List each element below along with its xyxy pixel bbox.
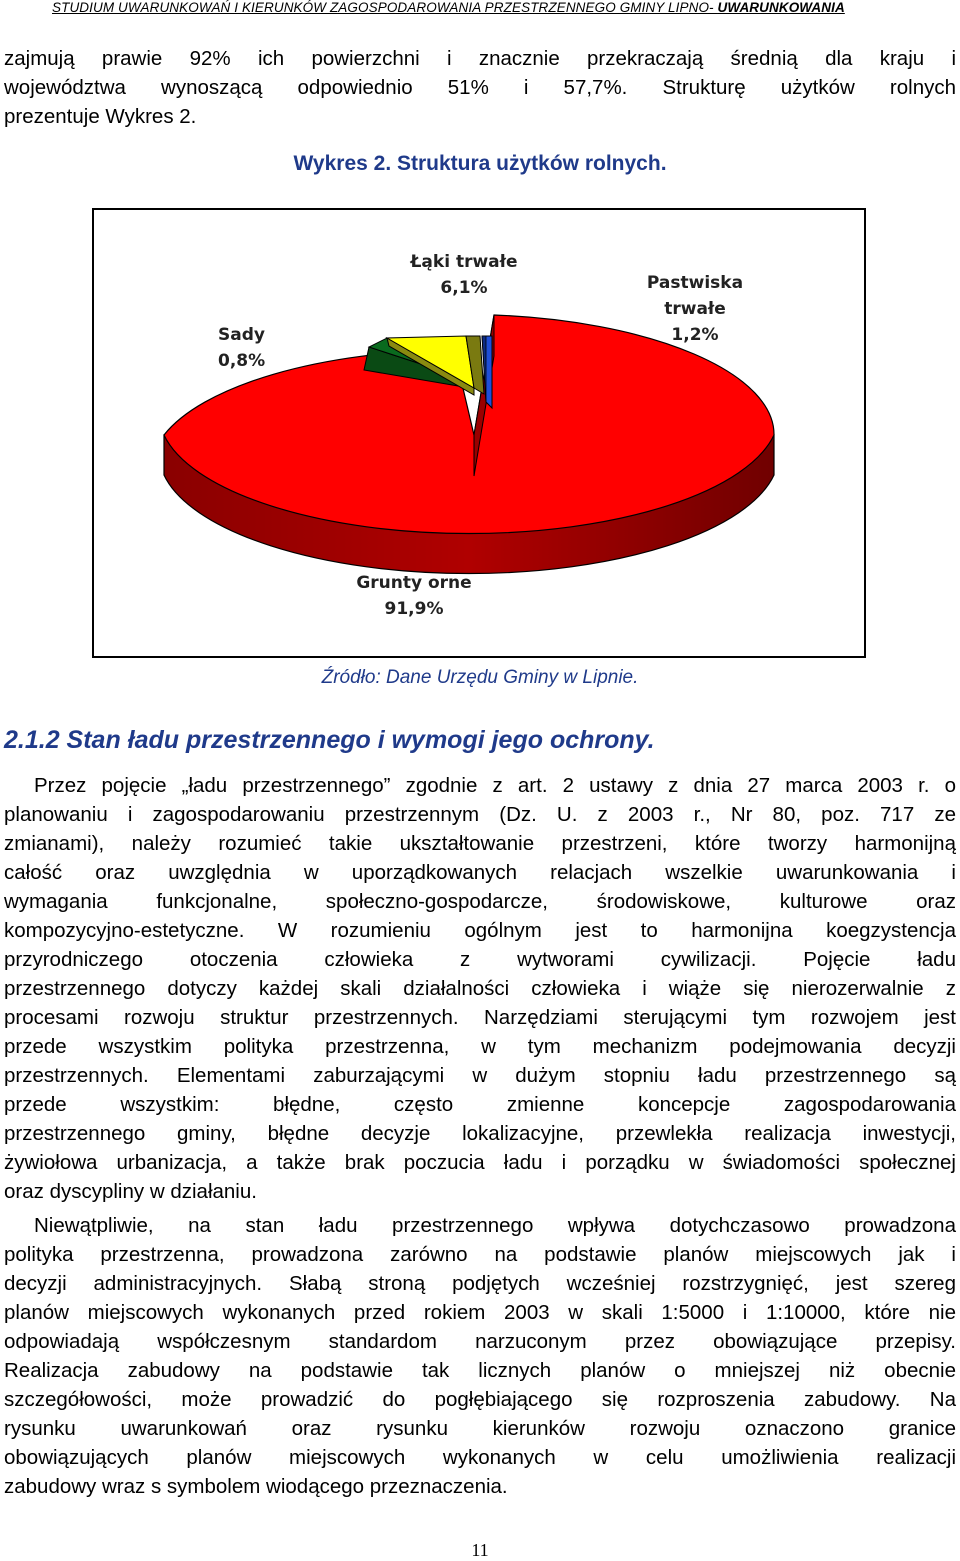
pie-chart-frame [92, 208, 866, 658]
paragraph-lad-przestrzenny [4, 771, 956, 1206]
text-line: całość oraz uwzględnia w uporządkowanych relacjach wszelkie uwarunkowania i [4, 861, 956, 884]
text-line: rysunku uwarunkowań oraz rysunku kierunków rozwoju oznaczono granice [4, 1417, 956, 1440]
label-laki-value: 6,1% [440, 278, 488, 298]
text-line: Przez pojęcie „ładu przestrzennego” zgodnie z art. 2 ustawy z dnia 27 marca 2003 r. o [34, 774, 956, 797]
label-laki-name: Łąki trwałe [410, 252, 518, 272]
text-line: szczegółowości, może prowadzić do pogłębiającego się rozproszenia zabudowy. Na [4, 1388, 956, 1411]
label-pastwiska-name: Pastwiska [646, 273, 744, 293]
text-line: planów miejscowych wykonanych przed rokiem 2003 w skali 1:5000 i 1:10000, które nie [4, 1301, 956, 1324]
paragraph-polityka-przestrzenna [4, 1211, 956, 1501]
label-pastwiska-value: 1,2% [671, 325, 719, 345]
text-line: oraz dyscypliny w działaniu. [4, 1180, 257, 1203]
chart-caption: Wykres 2. Struktura użytków rolnych. [293, 152, 667, 175]
section-heading: 2.1.2 Stan ładu przestrzennego i wymogi jego ochrony. [4, 726, 655, 754]
label-sady-value: 0,8% [218, 351, 266, 371]
text-line: przestrzennych. Elementami zaburzającymi w dużym stopniu ładu przestrzennego są [4, 1064, 956, 1087]
page-number: 11 [471, 1540, 489, 1560]
text-line: zmianami), należy rozumieć takie ukształtowanie przestrzeni, które tworzy harmonijną [4, 832, 956, 855]
text-line: żywiołowa urbanizacja, a także brak poczucia ładu i porządku w świadomości społecznej [4, 1151, 956, 1174]
text-line: Realizacja zabudowy na podstawie tak licznych planów o mniejszej niż obecnie [4, 1359, 956, 1382]
text-line: przede wszystkim polityka przestrzenna, w tym mechanizm podejmowania decyzji [4, 1035, 956, 1058]
text-line: wymagania funkcjonalne, społeczno-gospodarcze, środowiskowe, kulturowe oraz [4, 890, 956, 913]
chart-source [0, 667, 960, 689]
text-line: zabudowy wraz s symbolem wiodącego przeznaczenia. [4, 1475, 508, 1498]
intro-paragraph [4, 44, 956, 131]
text-line: zajmują prawie 92% ich powierzchni i znacznie przekraczają średnią dla kraju i [4, 47, 956, 70]
text-line: Niewątpliwie, na stan ładu przestrzennego wpływa dotychczasowo prowadzona [34, 1214, 956, 1237]
label-sady-name: Sady [218, 325, 265, 345]
text-line: przestrzennego gminy, błędne decyzje lokalizacyjne, przewlekła realizacja inwestycji, [4, 1122, 956, 1145]
header-title-bold: UWARUNKOWANIA [717, 0, 845, 15]
page-header [0, 0, 960, 20]
text-line: planowaniu i zagospodarowaniu przestrzennym (Dz. U. z 2003 r., Nr 80, poz. 717 ze [4, 803, 956, 826]
header-text [52, 0, 845, 15]
text-line: przyrodniczego otoczenia człowieka z wytworami cywilizacji. Pojęcie ładu [4, 948, 956, 971]
label-grunty-value: 91,9% [384, 599, 444, 619]
text-line: przestrzennego dotyczy każdej skali działalności człowieka i wiąże się nierozerwalnie z [4, 977, 956, 1000]
text-line: przede wszystkim: błędne, często zmienne koncepcje zagospodarowania [4, 1093, 956, 1116]
text-line: województwa wynoszącą odpowiednio 51% i 57,7%. Strukturę użytków rolnych [4, 76, 956, 99]
text-line: kompozycyjno-estetyczne. W rozumieniu ogólnym jest to harmonijna koegzystencja [4, 919, 956, 942]
text-line: polityka przestrzenna, prowadzona zarówno na podstawie planów miejscowych jak i [4, 1243, 956, 1266]
pie-chart [94, 210, 864, 656]
source-text: Źródło: Dane Urzędu Gminy w Lipnie. [321, 667, 639, 688]
text-line: decyzji administracyjnych. Słabą stroną podjętych wcześniej rozstrzygnięć, jest szereg [4, 1272, 956, 1295]
text-line: obowiązujących planów miejscowych wykonanych w celu umożliwienia realizacji [4, 1446, 956, 1469]
text-line: odpowiadają współczesnym standardom narzuconym przez obowiązujące przepisy. [4, 1330, 956, 1353]
label-pastwiska-name-2: trwałe [664, 299, 726, 319]
header-title: STUDIUM UWARUNKOWAŃ I KIERUNKÓW ZAGOSPODAROWANIA PRZESTRZENNEGO GMINY LIPNO- [52, 0, 718, 15]
text-line: prezentuje Wykres 2. [4, 105, 197, 128]
text-line: procesami rozwoju struktur przestrzennych. Narzędziami sterującymi tym rozwojem jest [4, 1006, 956, 1029]
label-grunty-name: Grunty orne [356, 573, 472, 593]
